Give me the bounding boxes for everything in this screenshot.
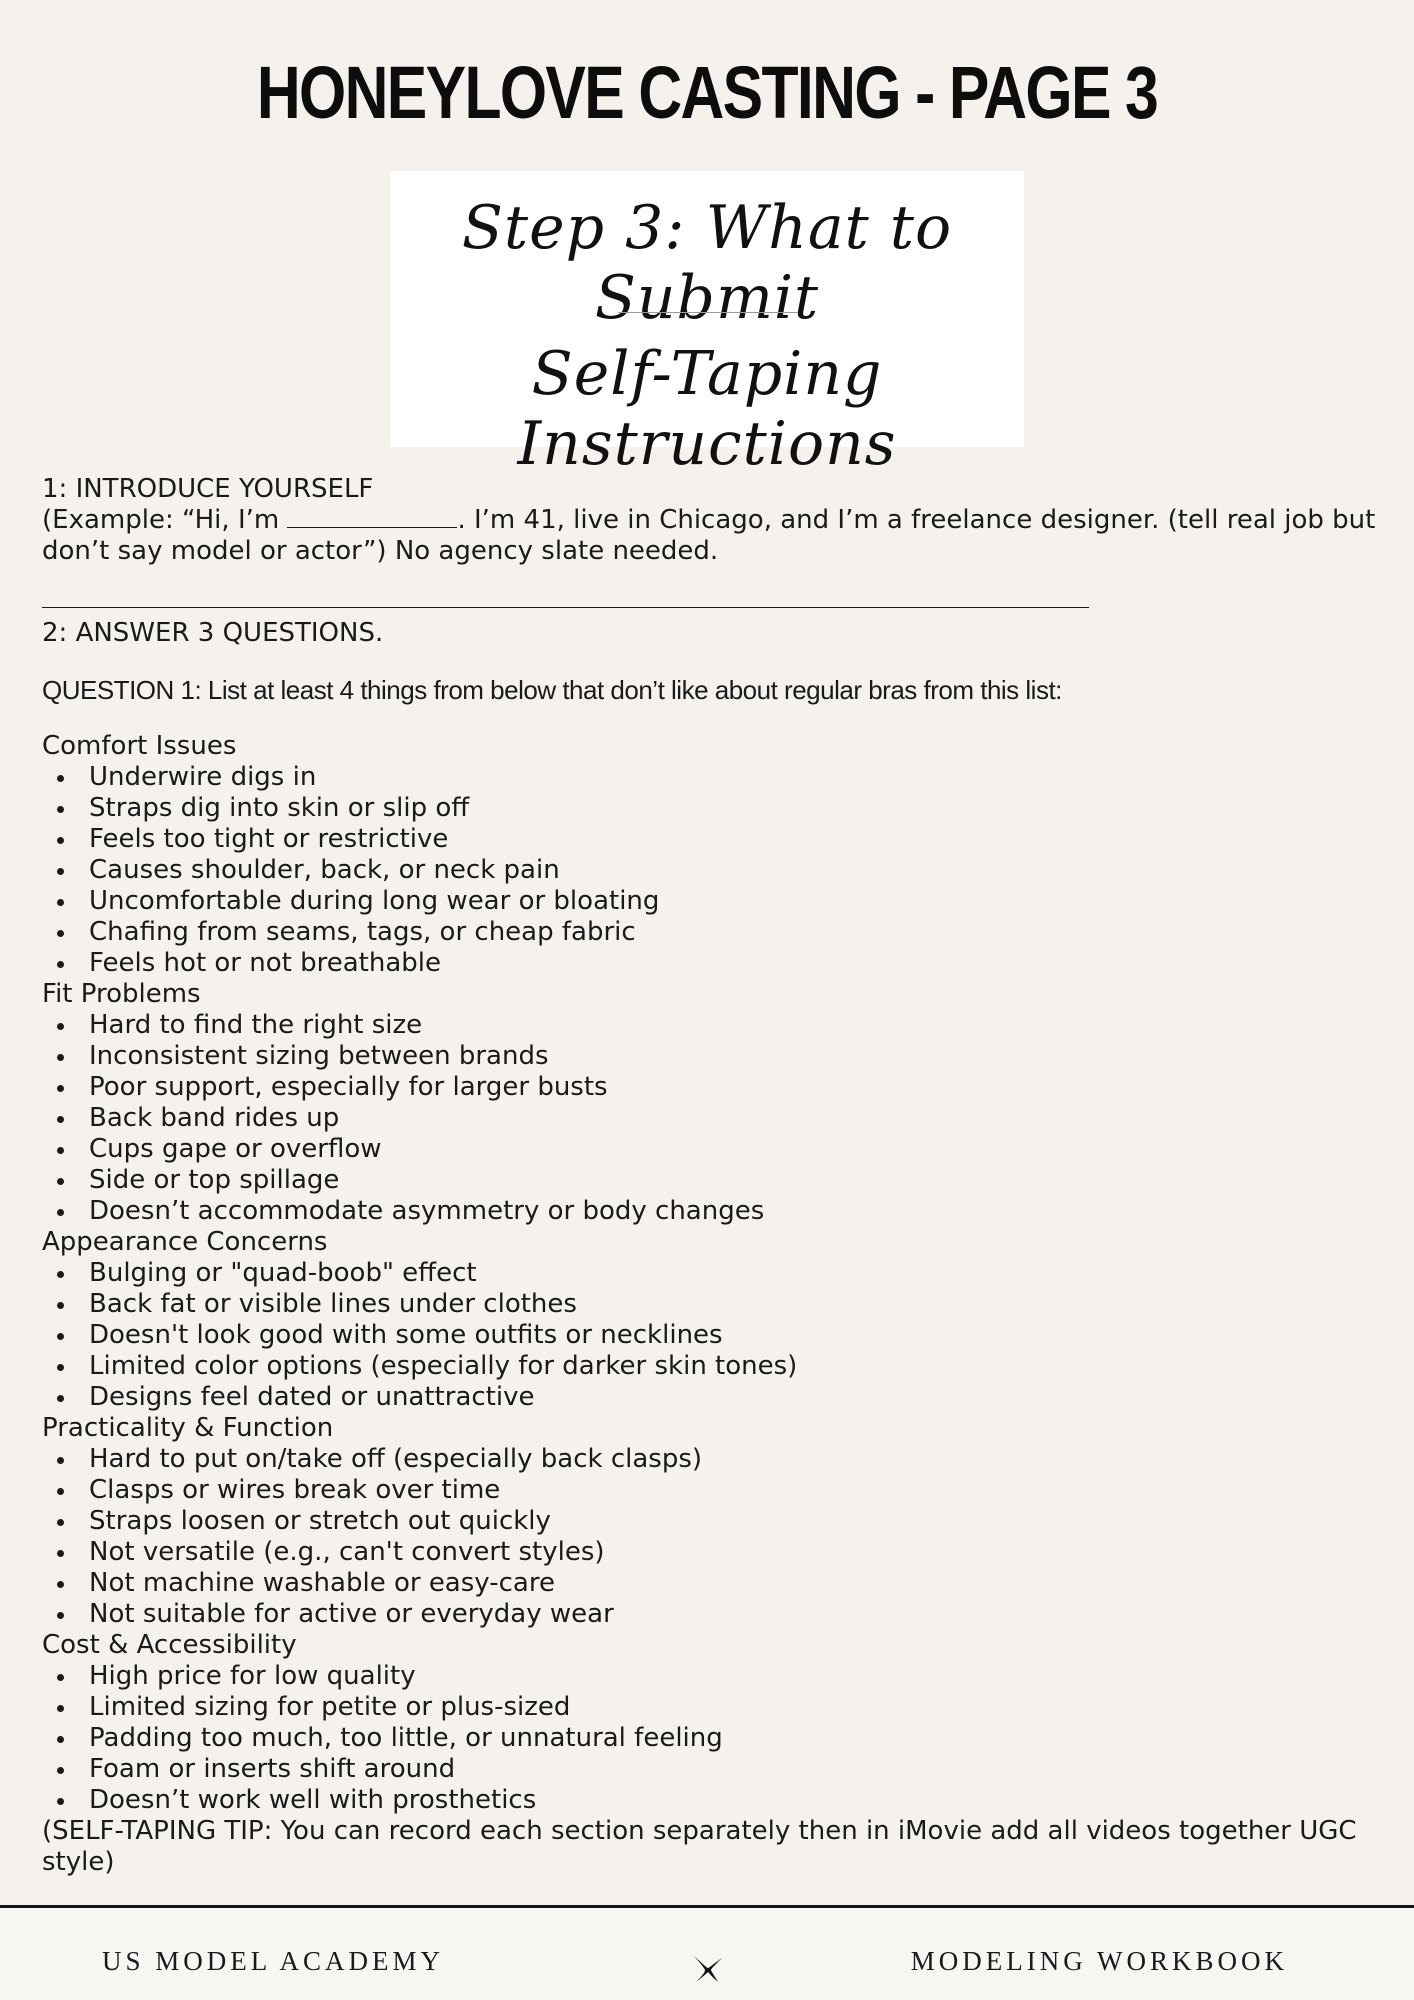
list-item: Feels hot or not breathable: [89, 948, 1382, 979]
list-item: Chafing from seams, tags, or cheap fabric: [89, 917, 1382, 948]
step-banner: [390, 171, 1024, 479]
footer-brand: US MODEL ACADEMY: [102, 1946, 445, 1976]
list-item: Inconsistent sizing between brands: [89, 1041, 1382, 1072]
step-banner-subtitle: Self-Taping Instructions: [517, 339, 897, 479]
question-1: QUESTION 1: List at least 4 things from below that don’t like about regular bras from this list:: [42, 675, 1062, 705]
list-item: Doesn't look good with some outfits or necklines: [89, 1320, 1382, 1351]
list-item: Poor support, especially for larger busts: [89, 1072, 1382, 1103]
list-item: Designs feel dated or unattractive: [89, 1382, 1382, 1413]
page-title: HONEYLOVE CASTING - PAGE 3: [256, 51, 1158, 134]
step-banner-title: Step 3: What to Submit: [461, 193, 953, 333]
self-taping-tip: (SELF-TAPING TIP: You can record each section separately then in iMovie add all videos together UGC style): [42, 1816, 1357, 1877]
example-text-end: . I’m 41, live in Chicago, and I’m a freelance designer. (tell real job but don’t say model or actor”) No agency slate needed.: [42, 505, 1376, 566]
footer-workbook-label: MODELING WORKBOOK: [910, 1946, 1288, 1976]
category-appearance: [42, 1227, 1382, 1413]
list-item: Hard to put on/take off (especially back clasps): [89, 1444, 1382, 1475]
list-item: Doesn’t accommodate asymmetry or body changes: [89, 1196, 1382, 1227]
category-heading: Comfort Issues: [42, 731, 237, 761]
category-comfort: [42, 731, 1382, 979]
list-item: Limited sizing for petite or plus-sized: [89, 1692, 1382, 1723]
bullet-list: [42, 1258, 1382, 1413]
category-heading: Practicality & Function: [42, 1413, 334, 1443]
bullet-list: [42, 1010, 1382, 1227]
category-fit: [42, 979, 1382, 1227]
section1-example: [42, 505, 1382, 567]
bullet-list: [42, 1661, 1382, 1816]
list-item: Not machine washable or easy-care: [89, 1568, 1382, 1599]
list-item: Causes shoulder, back, or neck pain: [89, 855, 1382, 886]
list-item: Cups gape or overflow: [89, 1134, 1382, 1165]
example-text-start: (Example: “Hi, I’m: [42, 505, 288, 535]
category-cost: [42, 1630, 1382, 1816]
list-item: Side or top spillage: [89, 1165, 1382, 1196]
list-item: Bulging or "quad-boob" effect: [89, 1258, 1382, 1289]
section2-heading: 2: ANSWER 3 QUESTIONS.: [42, 618, 384, 648]
list-item: Straps loosen or stretch out quickly: [89, 1506, 1382, 1537]
category-practicality: [42, 1413, 1382, 1630]
list-item: Straps dig into skin or slip off: [89, 793, 1382, 824]
footer: [0, 1908, 1414, 2000]
list-item: Hard to find the right size: [89, 1010, 1382, 1041]
section-divider: [42, 607, 1089, 608]
list-item: Doesn’t work well with prosthetics: [89, 1785, 1382, 1816]
list-item: Foam or inserts shift around: [89, 1754, 1382, 1785]
step-banner-divider: [618, 312, 798, 313]
list-item: Back fat or visible lines under clothes: [89, 1289, 1382, 1320]
list-item: Limited color options (especially for darker skin tones): [89, 1351, 1382, 1382]
list-item: Feels too tight or restrictive: [89, 824, 1382, 855]
name-blank: [287, 509, 457, 528]
list-item: Padding too much, too little, or unnatural feeling: [89, 1723, 1382, 1754]
list-item: Not versatile (e.g., can't convert styles): [89, 1537, 1382, 1568]
list-item: Back band rides up: [89, 1103, 1382, 1134]
list-item: Not suitable for active or everyday wear: [89, 1599, 1382, 1630]
bullet-list: [42, 1444, 1382, 1630]
list-item: Uncomfortable during long wear or bloating: [89, 886, 1382, 917]
four-point-star-icon: [692, 1952, 724, 1984]
list-item: High price for low quality: [89, 1661, 1382, 1692]
section1-heading: 1: INTRODUCE YOURSELF: [42, 474, 374, 504]
category-heading: Appearance Concerns: [42, 1227, 328, 1257]
instructions-body: [42, 474, 1382, 1878]
list-item: Clasps or wires break over time: [89, 1475, 1382, 1506]
category-heading: Cost & Accessibility: [42, 1630, 297, 1660]
list-item: Underwire digs in: [89, 762, 1382, 793]
category-heading: Fit Problems: [42, 979, 201, 1009]
bullet-list: [42, 762, 1382, 979]
